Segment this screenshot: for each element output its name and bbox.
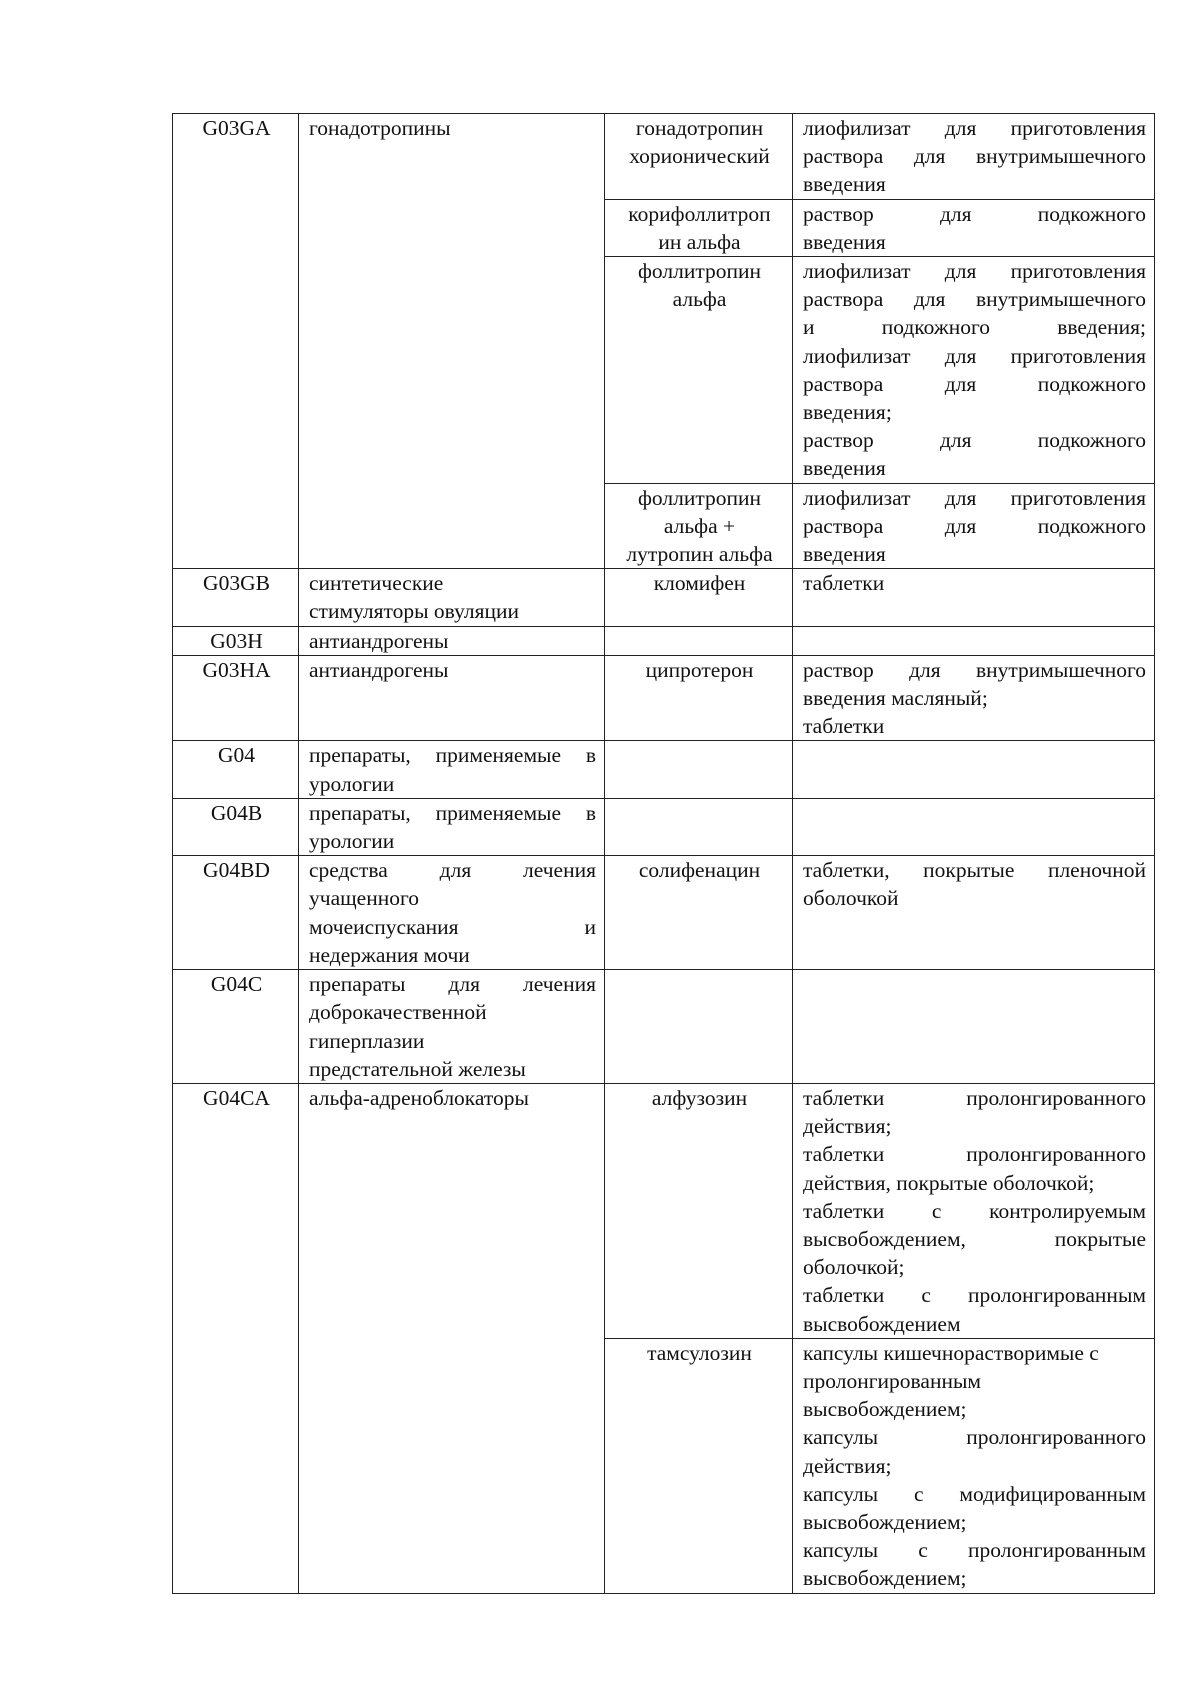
group-name-cell: гонадотропины xyxy=(299,114,605,569)
atc-code-cell: G03HA xyxy=(173,655,299,741)
drug-name-cell xyxy=(605,741,793,798)
drug-name-cell: алфузозин xyxy=(605,1083,793,1338)
drug-name-cell: ципротерон xyxy=(605,655,793,741)
dosage-form-cell: лиофилизат для приготовления раствора для внутримышечного и подкожного введения; лиофилизат для приготовления раствора для подкожного введения; раствор для подкожного введения xyxy=(793,257,1155,484)
dosage-form-cell: лиофилизат для приготовления раствора для подкожного введения xyxy=(793,483,1155,569)
dosage-form-cell: раствор для подкожного введения xyxy=(793,199,1155,256)
dosage-form-cell: раствор для внутримышечного введения масляный; таблетки xyxy=(793,655,1155,741)
atc-code-cell: G04CA xyxy=(173,1083,299,1593)
group-name-cell: препараты, применяемые в урологии xyxy=(299,798,605,855)
dosage-form-cell xyxy=(793,970,1155,1084)
drug-name-cell: фоллитропин альфа + лутропин альфа xyxy=(605,483,793,569)
table-row xyxy=(173,856,1155,970)
atc-code-cell: G03GB xyxy=(173,569,299,626)
table-row xyxy=(173,1083,1155,1338)
group-name-cell: средства для лечения учащенного мочеиспускания и недержания мочи xyxy=(299,856,605,970)
dosage-form-cell: капсулы кишечнорастворимые с пролонгированным высвобождением; капсулы пролонгированного действия; капсулы с модифицированным высвобождением; капсулы с пролонгированным высвобождением; xyxy=(793,1338,1155,1593)
dosage-form-cell xyxy=(793,741,1155,798)
drug-name-cell xyxy=(605,970,793,1084)
drug-name-cell xyxy=(605,626,793,655)
atc-code-cell: G04BD xyxy=(173,856,299,970)
table-row xyxy=(173,114,1155,200)
atc-code-cell: G03H xyxy=(173,626,299,655)
dosage-form-cell: таблетки xyxy=(793,569,1155,626)
dosage-form-cell xyxy=(793,626,1155,655)
table-row xyxy=(173,741,1155,798)
drug-name-cell xyxy=(605,798,793,855)
atc-code-cell: G04B xyxy=(173,798,299,855)
group-name-cell: альфа-адреноблокаторы xyxy=(299,1083,605,1593)
drug-name-cell: гонадотропин хорионический xyxy=(605,114,793,200)
dosage-form-cell xyxy=(793,798,1155,855)
group-name-cell: антиандрогены xyxy=(299,655,605,741)
table-row xyxy=(173,626,1155,655)
dosage-form-cell: таблетки пролонгированного действия; таблетки пролонгированного действия, покрытые оболочкой; таблетки с контролируемым высвобождением, покрытые оболочкой; таблетки с пролонгированным высвобождением xyxy=(793,1083,1155,1338)
group-name-cell: препараты для лечения доброкачественной гиперплазии предстательной железы xyxy=(299,970,605,1084)
group-name-cell: синтетические стимуляторы овуляции xyxy=(299,569,605,626)
atc-code-cell: G04 xyxy=(173,741,299,798)
drug-name-cell: фоллитропин альфа xyxy=(605,257,793,484)
drug-name-cell: тамсулозин xyxy=(605,1338,793,1593)
drug-name-cell: кломифен xyxy=(605,569,793,626)
drug-name-cell: корифоллитроп ин альфа xyxy=(605,199,793,256)
table-row xyxy=(173,970,1155,1084)
table-row xyxy=(173,655,1155,741)
dosage-form-cell: лиофилизат для приготовления раствора для внутримышечного введения xyxy=(793,114,1155,200)
dosage-form-cell: таблетки, покрытые пленочной оболочкой xyxy=(793,856,1155,970)
drug-name-cell: солифенацин xyxy=(605,856,793,970)
atc-code-cell: G03GA xyxy=(173,114,299,569)
group-name-cell: препараты, применяемые в урологии xyxy=(299,741,605,798)
drug-classification-table xyxy=(172,113,1155,1594)
table-row xyxy=(173,569,1155,626)
group-name-cell: антиандрогены xyxy=(299,626,605,655)
table-row xyxy=(173,798,1155,855)
atc-code-cell: G04C xyxy=(173,970,299,1084)
